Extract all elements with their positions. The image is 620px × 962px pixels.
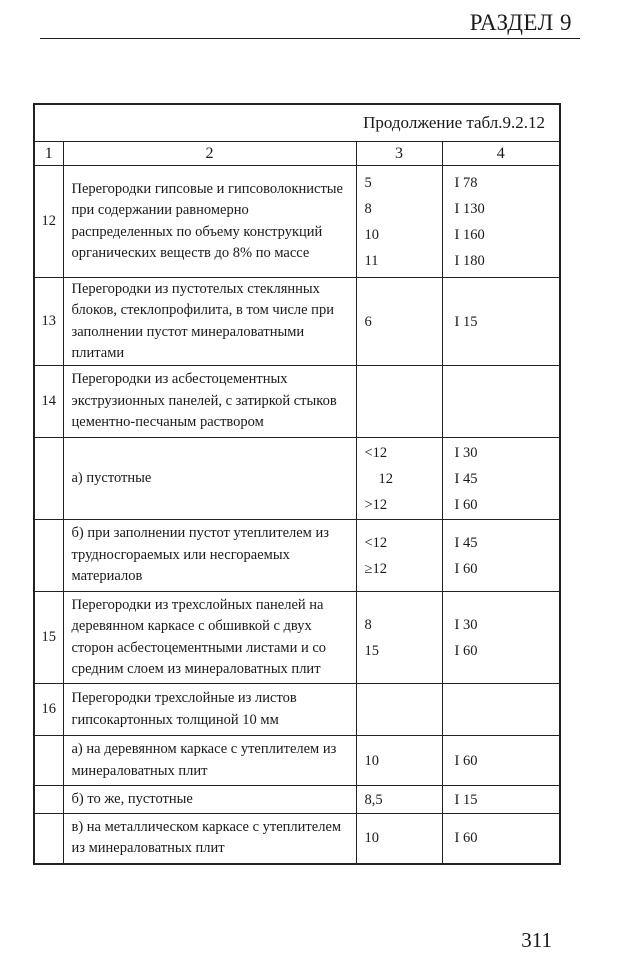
- thickness-value: ≥12: [364, 560, 387, 577]
- fire-limit-value: I 60: [454, 560, 478, 577]
- thickness-value: <12: [364, 534, 388, 551]
- row-number: [34, 438, 63, 520]
- section-label: РАЗДЕЛ 9: [469, 10, 572, 35]
- table-row: [34, 592, 560, 684]
- thickness-value: 10: [364, 830, 379, 847]
- table-row: [34, 786, 560, 814]
- fire-limit-value: I 30: [454, 616, 478, 633]
- construction-description: Перегородки гипсовые и гипсоволокнистые при содержании равномерно распределенных по объему конструкций органических веществ до 8% по массе: [63, 166, 356, 278]
- thickness-value: >12: [364, 496, 388, 513]
- fire-limit-value: I 45: [454, 470, 478, 487]
- fire-limit-value: I 60: [454, 752, 478, 769]
- fire-limit-value: I 30: [454, 444, 478, 461]
- construction-description: б) то же, пустотные: [63, 786, 356, 814]
- thickness-cell: [356, 278, 442, 366]
- table-row: [34, 166, 560, 278]
- construction-description: Перегородки из трехслойных панелей на деревянном каркасе с обшивкой с двух сторон асбестоцементными листами и со средним слоем из минераловатных плит: [63, 592, 356, 684]
- thickness-cell: [356, 592, 442, 684]
- fire-limit-value: I 15: [454, 791, 478, 808]
- column-header: 2: [63, 142, 356, 166]
- construction-description: Перегородки из асбестоцементных экструзионных панелей, с затиркой стыков цементно-песчаным раствором: [63, 366, 356, 438]
- fire-limit-value: I 130: [454, 200, 485, 217]
- construction-description: в) на металлическом каркасе с утеплителем из минераловатных плит: [63, 814, 356, 864]
- thickness-value: 12: [378, 470, 393, 487]
- thickness-value: 8: [364, 616, 372, 633]
- fire-limit-value: I 180: [454, 252, 485, 269]
- column-header: 1: [34, 142, 63, 166]
- column-header-row: [34, 142, 560, 166]
- thickness-value: 6: [364, 313, 372, 330]
- table-row: [34, 736, 560, 786]
- thickness-value: 10: [364, 752, 379, 769]
- row-number: 16: [34, 684, 63, 736]
- thickness-cell: [356, 736, 442, 786]
- table-row: [34, 278, 560, 366]
- page-number: 311: [521, 928, 552, 952]
- thickness-cell: [356, 366, 442, 438]
- table-row: [34, 684, 560, 736]
- fire-limit-cell: [442, 592, 560, 684]
- column-header: 4: [442, 142, 560, 166]
- thickness-value: <12: [364, 444, 388, 461]
- fire-limit-cell: [442, 166, 560, 278]
- fire-limit-cell: [442, 786, 560, 814]
- table-row: [34, 520, 560, 592]
- thickness-value: 5: [364, 174, 372, 191]
- construction-description: б) при заполнении пустот утеплителем из трудносгораемых или несгораемых материалов: [63, 520, 356, 592]
- fire-limit-value: I 160: [454, 226, 485, 243]
- row-number: 15: [34, 592, 63, 684]
- row-number: 13: [34, 278, 63, 366]
- continuation-label: Продолжение табл.9.2.12: [363, 113, 546, 133]
- fire-limit-cell: [442, 684, 560, 736]
- fire-limit-value: I 60: [454, 642, 478, 659]
- table-row: [34, 366, 560, 438]
- fire-resistance-table: [33, 103, 561, 865]
- thickness-value: 8,5: [364, 791, 383, 808]
- fire-limit-value: I 45: [454, 534, 478, 551]
- construction-description: а) на деревянном каркасе с утеплителем из минераловатных плит: [63, 736, 356, 786]
- row-number: [34, 814, 63, 864]
- construction-description: а) пустотные: [63, 438, 356, 520]
- construction-description: Перегородки трехслойные из листов гипсокартонных толщиной 10 мм: [63, 684, 356, 736]
- fire-limit-value: I 15: [454, 313, 478, 330]
- row-number: 14: [34, 366, 63, 438]
- thickness-cell: [356, 438, 442, 520]
- row-number: 12: [34, 166, 63, 278]
- fire-limit-value: I 60: [454, 496, 478, 513]
- thickness-cell: [356, 520, 442, 592]
- fire-limit-value: I 78: [454, 174, 478, 191]
- thickness-value: 11: [364, 252, 379, 269]
- continuation-row: [34, 104, 560, 142]
- table-row: [34, 814, 560, 864]
- fire-limit-cell: [442, 814, 560, 864]
- construction-description: Перегородки из пустотелых стеклянных блоков, стеклопрофилита, в том числе при заполнении пустот минераловатными плитами: [63, 278, 356, 366]
- thickness-cell: [356, 166, 442, 278]
- table-body: [34, 166, 560, 864]
- thickness-value: 8: [364, 200, 372, 217]
- fire-limit-cell: [442, 520, 560, 592]
- thickness-cell: [356, 786, 442, 814]
- table-row: [34, 438, 560, 520]
- thickness-value: 10: [364, 226, 379, 243]
- thickness-cell: [356, 814, 442, 864]
- fire-limit-value: I 60: [454, 830, 478, 847]
- fire-limit-cell: [442, 736, 560, 786]
- page-header: [40, 6, 580, 39]
- fire-limit-cell: [442, 438, 560, 520]
- column-header: 3: [356, 142, 442, 166]
- row-number: [34, 736, 63, 786]
- row-number: [34, 520, 63, 592]
- fire-limit-cell: [442, 366, 560, 438]
- thickness-value: 15: [364, 642, 379, 659]
- thickness-cell: [356, 684, 442, 736]
- fire-limit-cell: [442, 278, 560, 366]
- row-number: [34, 786, 63, 814]
